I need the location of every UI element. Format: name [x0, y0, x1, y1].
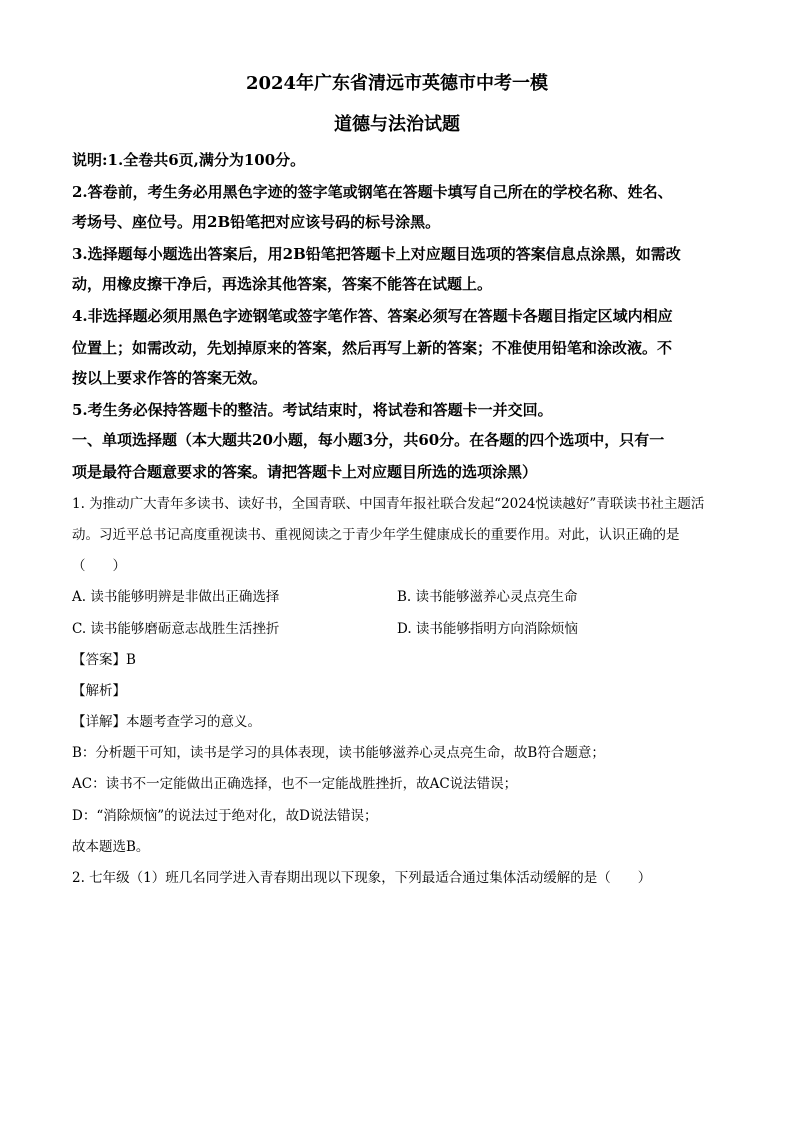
answer-label: 【答案】: [72, 652, 126, 668]
section-heading: 项是最符合题意要求的答案。请把答题卡上对应题目所选的选项涂黑）: [72, 463, 538, 481]
instruction-line: 动，用橡皮擦干净后，再选涂其他答案，答案不能答在试题上。: [72, 275, 493, 293]
instruction-line: 位置上；如需改动，先划掉原来的答案，然后再写上新的答案；不准使用铅笔和涂改液。不: [72, 339, 673, 357]
question-1-stem: 动。习近平总书记高度重视读书、重视阅读之于青少年学生健康成长的重要作用。对此，认识正确的是: [72, 527, 680, 543]
exam-subtitle: 道德与法治试题: [334, 114, 460, 135]
instruction-line: 3.选择题每小题选出答案后，用2B铅笔把答题卡上对应题目选项的答案信息点涂黑，如需改: [72, 245, 681, 263]
explanation-line: AC：读书不一定能做出正确选择，也不一定能战胜挫折，故AC说法错误；: [72, 776, 518, 792]
question-1-stem: 1. 为推动广大青年多读书、读好书，全国青联、中国青年报社联合发起“2024悦读越好”青联读书社主题活: [72, 496, 705, 512]
detail-row: [72, 712, 727, 732]
explanation-line: B：分析题干可知，读书是学习的具体表现，读书能够滋养心灵点亮生命，故B符合题意；: [72, 745, 605, 761]
question-1-option-b: B. 读书能够滋养心灵点亮生命: [397, 589, 578, 605]
question-1-option-c: C. 读书能够磨砺意志战胜生活挫折: [72, 621, 280, 637]
instruction-line: 5.考生务必保持答题卡的整洁。考试结束时，将试卷和答题卡一并交回。: [72, 401, 553, 419]
answer-row: [72, 650, 727, 670]
section-heading: 一、单项选择题（本大题共20小题，每小题3分，共60分。在各题的四个选项中，只有一: [72, 431, 665, 449]
instruction-line: 说明:1.全卷共6页,满分为100分。: [72, 151, 306, 169]
exam-title: 2024年广东省清远市英德市中考一模: [245, 73, 549, 94]
analysis-label: 【解析】: [72, 683, 126, 699]
question-1-option-a: A. 读书能够明辨是非做出正确选择: [72, 589, 280, 605]
detail-label: 【详解】: [72, 714, 126, 730]
question-2-stem: 2. 七年级（1）班几名同学进入青春期出现以下现象，下列最适合通过集体活动缓解的是（ ）: [72, 870, 652, 886]
instruction-line: 4.非选择题必须用黑色字迹钢笔或签字笔作答、答案必须写在答题卡各题目指定区域内相应: [72, 307, 673, 325]
instruction-line: 按以上要求作答的答案无效。: [72, 369, 268, 387]
explanation-line: D：“消除烦恼”的说法过于绝对化，故D说法错误；: [72, 808, 378, 824]
question-1-option-d: D. 读书能够指明方向消除烦恼: [397, 621, 578, 637]
explanation-line: 故本题选B。: [72, 839, 150, 855]
detail-text: 本题考查学习的意义。: [126, 714, 261, 730]
instruction-line: 2.答卷前，考生务必用黑色字迹的签字笔或钢笔在答题卡填写自己所在的学校名称、姓名、: [72, 183, 673, 201]
answer-value: B: [126, 652, 136, 668]
question-1-stem: （ ）: [72, 558, 126, 574]
instruction-line: 考场号、座位号。用2B铅笔把对应该号码的标号涂黑。: [72, 213, 441, 231]
